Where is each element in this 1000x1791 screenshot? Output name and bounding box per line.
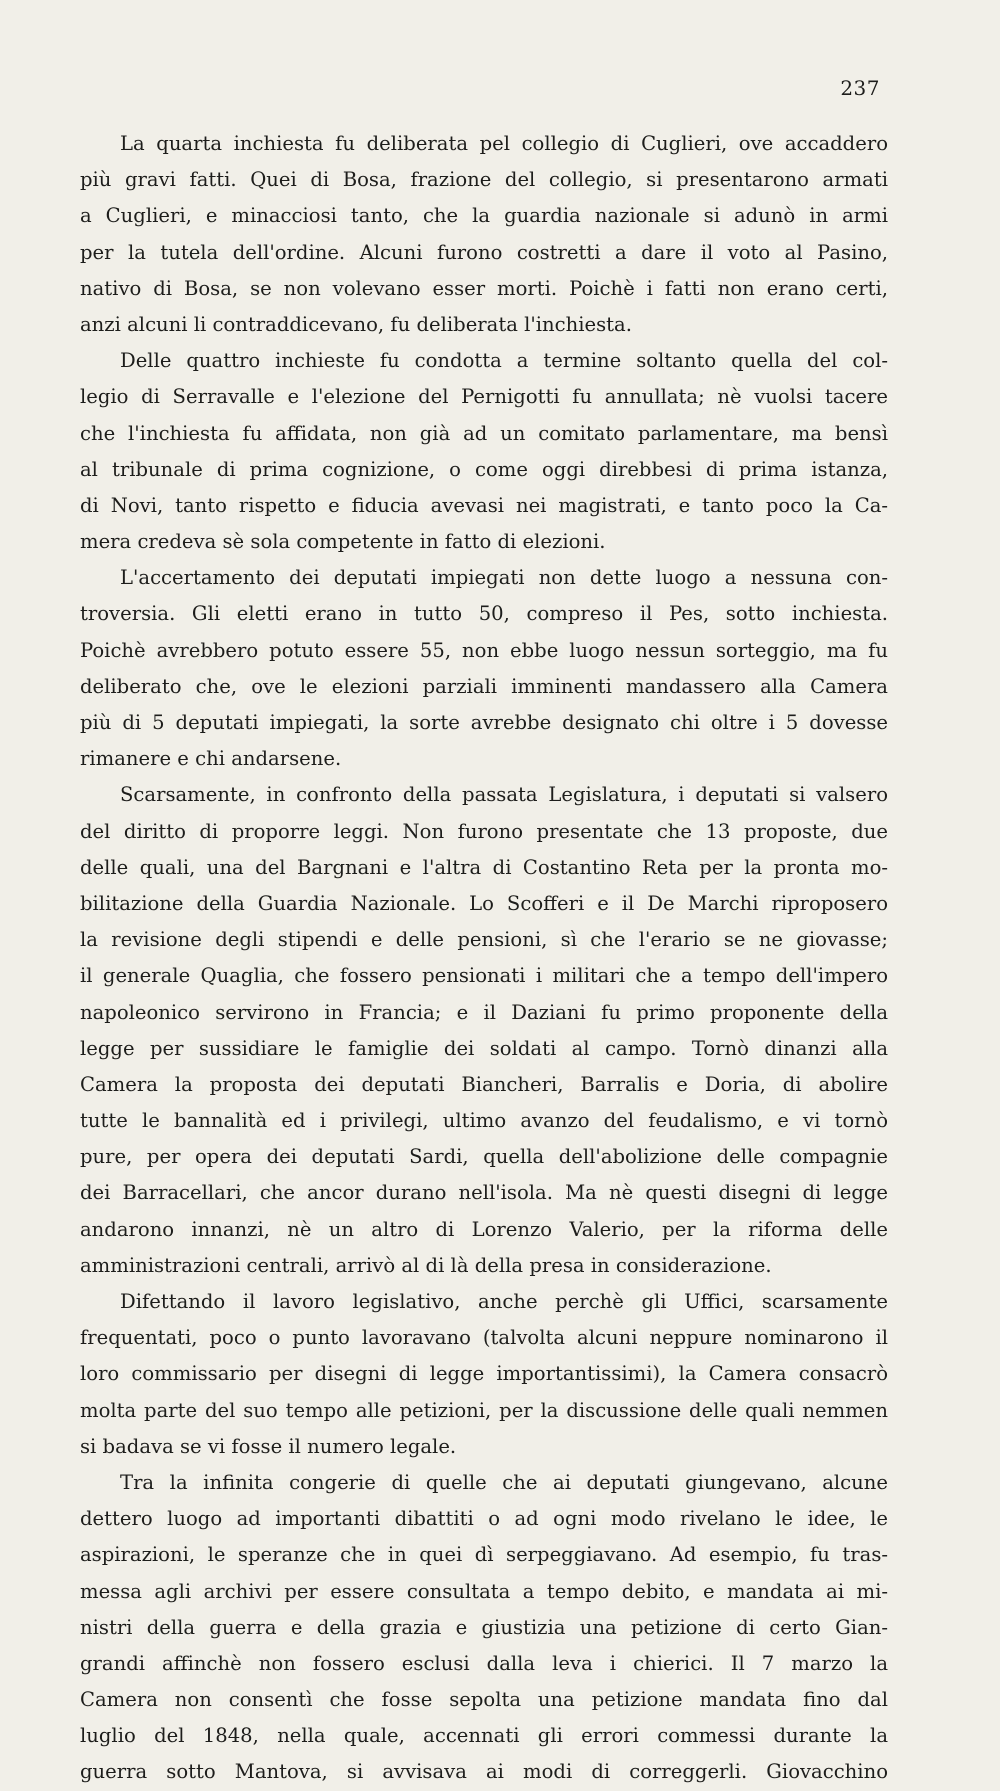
text-line: frequentati, poco o punto lavoravano (talvolta alcuni neppure nominarono il <box>80 1326 888 1350</box>
text-line: nistri della guerra e della grazia e giustizia una petizione di certo Gian- <box>80 1615 888 1639</box>
body-text <box>80 126 888 1791</box>
text-line: Camera la proposta dei deputati Biancheri, Barralis e Doria, di abolire <box>80 1072 888 1096</box>
text-line: aspirazioni, le speranze che in quei dì serpeggiavano. Ad esempio, fu tras- <box>80 1543 888 1567</box>
text-line: loro commissario per disegni di legge importantissimi), la Camera consacrò <box>80 1362 888 1386</box>
text-line: amministrazioni centrali, arrivò al di là della presa in considerazione. <box>80 1253 772 1277</box>
text-line: deliberato che, ove le elezioni parziali imminenti mandassero alla Camera <box>80 674 888 698</box>
text-line: Difettando il lavoro legislativo, anche perchè gli Uffici, scarsamente <box>120 1290 888 1313</box>
text-line: legio di Serravalle e l'elezione del Pernigotti fu annullata; nè vuolsi tacere <box>80 385 888 409</box>
text-line: molta parte del suo tempo alle petizioni, per la discussione delle quali nemmen <box>80 1398 888 1422</box>
text-line: di Novi, tanto rispetto e fiducia avevasi nei magistrati, e tanto poco la Ca- <box>80 493 888 517</box>
text-line: troversia. Gli eletti erano in tutto 50, compreso il Pes, sotto inchiesta. <box>80 602 888 626</box>
text-line: la revisione degli stipendi e delle pensioni, sì che l'erario se ne giovasse; <box>80 928 888 952</box>
text-line: guerra sotto Mantova, si avvisava ai modi di correggerli. Giovacchino <box>80 1760 888 1784</box>
text-line: Scarsamente, in confronto della passata Legislatura, i deputati si valsero <box>120 783 888 807</box>
text-line: si badava se vi fosse il numero legale. <box>80 1434 457 1458</box>
text-line: che l'inchiesta fu affidata, non già ad un comitato parlamentare, ma bensì <box>80 421 888 445</box>
page-number: 237 <box>840 76 880 100</box>
text-line: luglio del 1848, nella quale, accennati gli errori commessi durante la <box>80 1724 888 1748</box>
text-line: delle quali, una del Bargnani e l'altra di Costantino Reta per la pronta mo- <box>80 855 888 879</box>
text-line: andarono innanzi, nè un altro di Lorenzo Valerio, per la riforma delle <box>80 1217 888 1241</box>
text-line: La quarta inchiesta fu deliberata pel collegio di Cuglieri, ove accaddero <box>120 132 888 155</box>
text-line: mera credeva sè sola competente in fatto di elezioni. <box>80 530 606 554</box>
text-line: dettero luogo ad importanti dibattiti o ad ogni modo rivelano le idee, le <box>80 1507 888 1531</box>
text-line: Camera non consentì che fosse sepolta una petizione mandata fino dal <box>80 1688 888 1712</box>
text-line: grandi affinchè non fossero esclusi dalla leva i chierici. Il 7 marzo la <box>80 1651 888 1675</box>
text-line: pure, per opera dei deputati Sardi, quella dell'abolizione delle compagnie <box>80 1145 888 1169</box>
text-line: legge per sussidiare le famiglie dei soldati al campo. Tornò dinanzi alla <box>80 1036 888 1060</box>
text-line: tutte le bannalità ed i privilegi, ultimo avanzo del feudalismo, e vi tornò <box>80 1109 888 1133</box>
text-line: anzi alcuni li contraddicevano, fu deliberata l'inchiesta. <box>80 312 632 336</box>
text-line: Tra la infinita congerie di quelle che ai deputati giungevano, alcune <box>120 1470 888 1494</box>
text-line: più gravi fatti. Quei di Bosa, frazione del collegio, si presentarono armati <box>80 168 888 192</box>
text-line: L'accertamento dei deputati impiegati non dette luogo a nessuna con- <box>120 566 888 590</box>
text-line: Delle quattro inchieste fu condotta a termine soltanto quella del col- <box>120 349 888 373</box>
text-line: al tribunale di prima cognizione, o come oggi direbbesi di prima istanza, <box>80 457 888 481</box>
text-line: per la tutela dell'ordine. Alcuni furono costretti a dare il voto al Pasino, <box>80 240 888 264</box>
text-line: più di 5 deputati impiegati, la sorte avrebbe designato chi oltre i 5 dovesse <box>80 711 888 734</box>
text-line: napoleonico servirono in Francia; e il Daziani fu primo proponente della <box>80 1000 888 1024</box>
text-line: rimanere e chi andarsene. <box>80 747 342 771</box>
text-line: nativo di Bosa, se non volevano esser morti. Poichè i fatti non erano certi, <box>80 276 888 300</box>
text-line: del diritto di proporre leggi. Non furono presentate che 13 proposte, due <box>80 819 888 843</box>
text-line: a Cuglieri, e minacciosi tanto, che la guardia nazionale si adunò in armi <box>80 204 888 228</box>
text-line: bilitazione della Guardia Nazionale. Lo Scofferi e il De Marchi riproposero <box>80 891 888 915</box>
text-line: dei Barracellari, che ancor durano nell'isola. Ma nè questi disegni di legge <box>80 1181 888 1205</box>
text-line: Poichè avrebbero potuto essere 55, non ebbe luogo nessun sorteggio, ma fu <box>80 638 888 662</box>
text-line: il generale Quaglia, che fossero pensionati i militari che a tempo dell'impero <box>80 964 888 988</box>
text-line: messa agli archivi per essere consultata a tempo debito, e mandata ai mi- <box>80 1579 888 1603</box>
